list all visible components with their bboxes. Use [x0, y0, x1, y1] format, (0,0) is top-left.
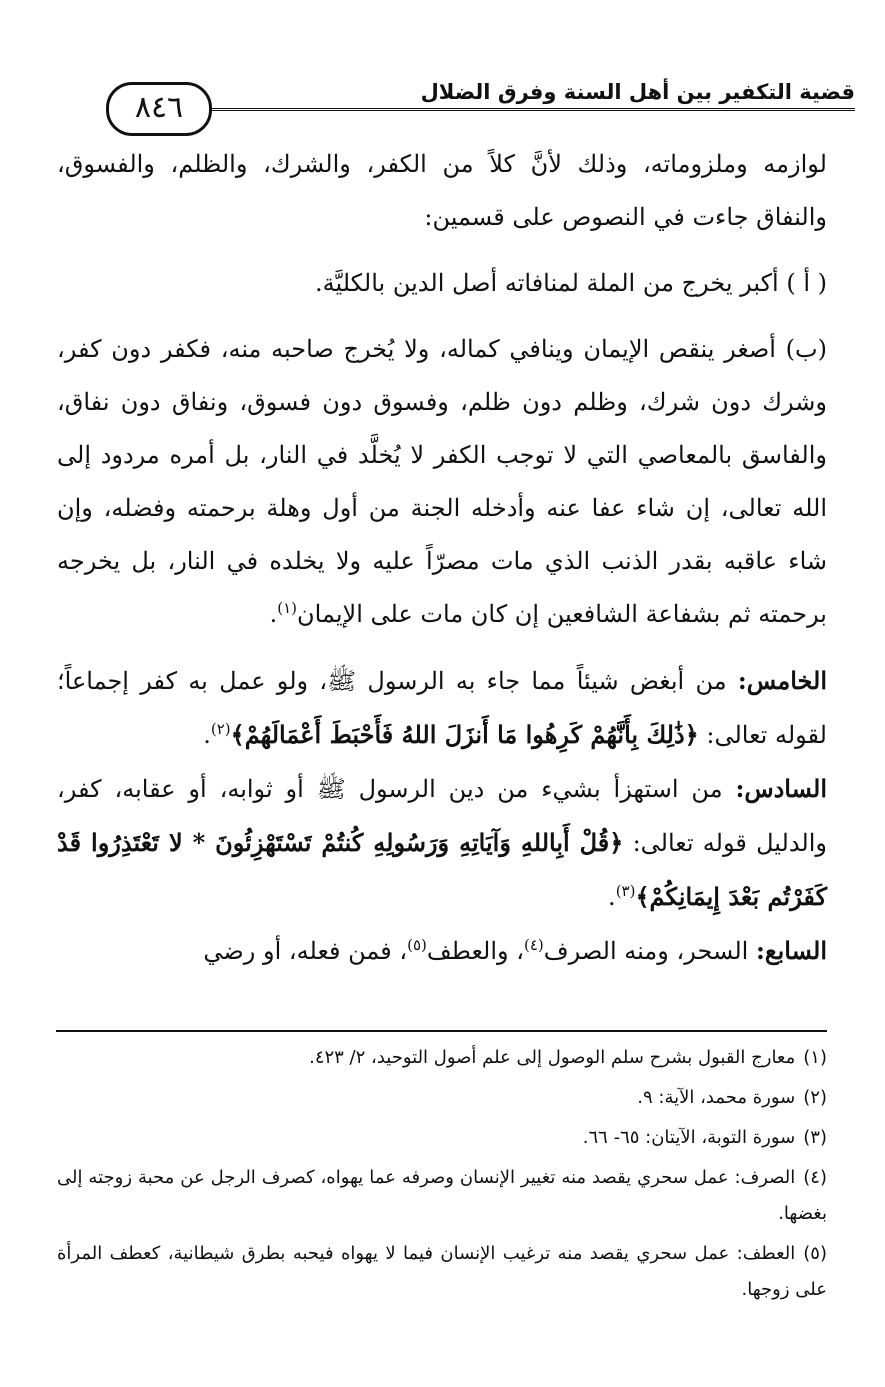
paragraph-fifth — [57, 654, 827, 762]
paragraph-sixth — [57, 762, 827, 924]
footnote-number: (٤) — [803, 1167, 827, 1188]
fifth-text: من أبغض شيئاً مما جاء به الرسول ﷺ، ولو عمل به كفر إجماعاً؛ لقوله تعالى: — [57, 667, 827, 749]
footnote-ref-3[interactable]: (٣) — [615, 882, 636, 900]
sixth-text: من استهزأ بشيء من دين الرسول ﷺ أو ثوابه، أو عقابه، كفر، والدليل قوله تعالى: — [57, 775, 827, 857]
footnote-item — [57, 1236, 827, 1308]
paragraph-major-text: ( أ ) أكبر يخرج من الملة لمنافاته أصل الدين بالكليَّة. — [314, 269, 827, 297]
footnote-number: (١) — [803, 1047, 827, 1068]
footnotes — [57, 1040, 827, 1312]
seventh-text-3: ، فمن فعله، أو رضي — [203, 937, 408, 965]
footnote-ref-4[interactable]: (٤) — [523, 936, 544, 954]
footnote-number: (٢) — [803, 1087, 827, 1108]
paragraph-minor — [57, 323, 827, 641]
paragraph-intro-text: لوازمه وملزوماته، وذلك لأنَّ كلاً من الكفر، والشرك، والظلم، والفسوق، والنفاق جاءت في النصوص على قسمين: — [57, 150, 827, 231]
footnote-text: سورة محمد، الآية: ٩. — [637, 1087, 796, 1108]
fifth-end: . — [203, 721, 211, 749]
sixth-quran-verse: ﴿قُلْ أَبِاللهِ وَآيَاتِهِ وَرَسُولِهِ كُنتُمْ تَسْتَهْزِئُونَ * لا تَعْتَذِرُوا قَدْ كَفَرْتُم بَعْدَ إِيمَانِكُمْ﴾ — [57, 828, 827, 911]
page-number: ٨٤٦ — [106, 82, 212, 136]
footnote-ref-1[interactable]: (١) — [277, 599, 298, 617]
seventh-lead: السابع: — [755, 936, 827, 965]
page-header — [30, 74, 855, 134]
footnote-item — [57, 1120, 827, 1156]
footnote-text: معارج القبول بشرح سلم الوصول إلى علم أصول التوحيد، ٢/ ٤٢٣. — [309, 1047, 796, 1068]
fifth-lead: الخامس: — [737, 666, 827, 695]
footnote-item — [57, 1080, 827, 1116]
footnote-ref-2[interactable]: (٢) — [210, 720, 231, 738]
paragraph-major — [57, 257, 827, 310]
sixth-lead: السادس: — [735, 774, 827, 803]
seventh-text-1: السحر، ومنه الصرف — [543, 937, 756, 965]
paragraph-minor-end: . — [269, 600, 278, 628]
footnote-ref-5[interactable]: (٥) — [407, 936, 427, 954]
paragraph-intro — [57, 138, 827, 244]
footnote-separator — [56, 1030, 827, 1032]
header-rule — [155, 108, 855, 111]
fifth-quran-verse: ﴿ذَٰلِكَ بِأَنَّهُمْ كَرِهُوا مَا أَنزَلَ اللهُ فَأَحْبَطَ أَعْمَالَهُمْ﴾ — [230, 720, 699, 749]
footnote-item — [57, 1160, 827, 1232]
sixth-end: . — [608, 883, 616, 911]
paragraph-minor-text: (ب) أصغر ينقص الإيمان وينافي كماله، ولا يُخرج صاحبه منه، فكفر دون كفر، وشرك دون شرك، وظلم دون ظلم، وفسوق دون فسوق، ونفاق دون نفاق، والفاسق بالمعاصي التي لا توجب الكفر لا يُخلَّد في النار، بل أمره مردود إلى الله تعالى، إن شاء عفا عنه وأدخله الجنة من أول وهلة برحمته وفضله، وإن شاء عاقبه بقدر الذنب الذي مات مصرّاً عليه ولا يخلده في النار، بل يخرجه برحمته ثم بشفاعة الشافعين إن كان مات على الإيمان — [57, 335, 827, 628]
main-text — [57, 138, 827, 978]
running-title: قضية التكفير بين أهل السنة وفرق الضلال — [420, 80, 855, 104]
footnote-number: (٣) — [803, 1127, 827, 1148]
paragraph-seventh — [57, 924, 827, 978]
footnote-item — [57, 1040, 827, 1076]
footnote-text: العطف: عمل سحري يقصد منه ترغيب الإنسان فيما لا يهواه فيحبه بطرق شيطانية، كعطف المرأة على زوجها. — [57, 1243, 827, 1300]
seventh-text-2: ، والعطف — [426, 937, 524, 965]
footnote-text: الصرف: عمل سحري يقصد منه تغيير الإنسان وصرفه عما يهواه، كصرف الرجل عن محبة زوجته إلى بغضها. — [57, 1167, 827, 1224]
footnote-number: (٥) — [803, 1243, 827, 1264]
footnote-text: سورة التوبة، الآيتان: ٦٥- ٦٦. — [582, 1127, 796, 1148]
